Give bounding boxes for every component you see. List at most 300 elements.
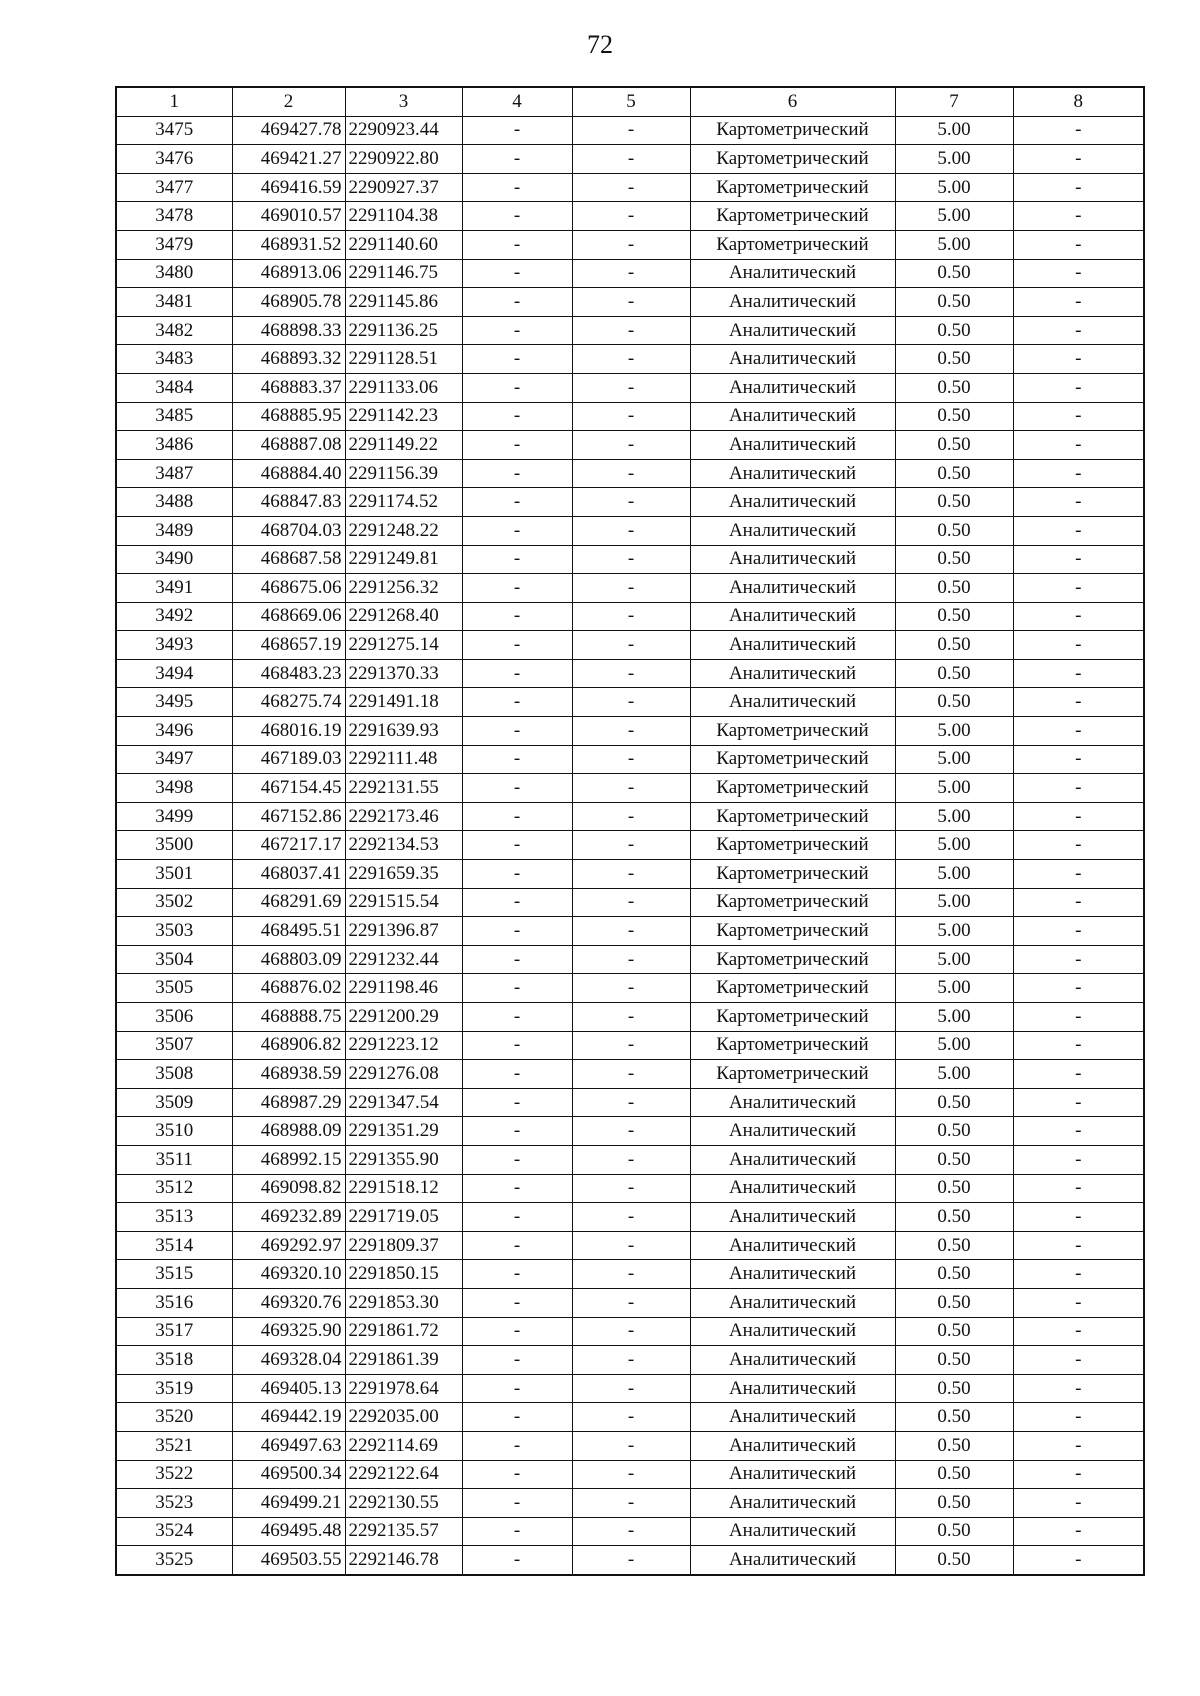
cell-y-coordinate: 2291351.29 bbox=[345, 1117, 462, 1146]
cell-col-8-value: - bbox=[1013, 1260, 1144, 1289]
header-col-6: 6 bbox=[690, 87, 895, 116]
cell-point-number: 3504 bbox=[116, 945, 232, 974]
table-row bbox=[116, 1288, 1144, 1317]
cell-method: Аналитический bbox=[690, 402, 895, 431]
cell-y-coordinate: 2291142.23 bbox=[345, 402, 462, 431]
cell-accuracy: 0.50 bbox=[895, 516, 1013, 545]
table-row bbox=[116, 1260, 1144, 1289]
cell-x-coordinate: 469232.89 bbox=[232, 1203, 345, 1232]
cell-method: Аналитический bbox=[690, 545, 895, 574]
cell-x-coordinate: 469098.82 bbox=[232, 1174, 345, 1203]
cell-accuracy: 0.50 bbox=[895, 574, 1013, 603]
cell-x-coordinate: 467217.17 bbox=[232, 831, 345, 860]
table-row bbox=[116, 659, 1144, 688]
cell-y-coordinate: 2291275.14 bbox=[345, 631, 462, 660]
cell-accuracy: 0.50 bbox=[895, 259, 1013, 288]
cell-col-5-value: - bbox=[572, 431, 690, 460]
cell-point-number: 3495 bbox=[116, 688, 232, 717]
cell-y-coordinate: 2292035.00 bbox=[345, 1403, 462, 1432]
cell-col-5-value: - bbox=[572, 345, 690, 374]
cell-col-4-value: - bbox=[462, 1546, 572, 1575]
table-row bbox=[116, 1403, 1144, 1432]
cell-y-coordinate: 2291861.39 bbox=[345, 1346, 462, 1375]
cell-col-8-value: - bbox=[1013, 1317, 1144, 1346]
cell-y-coordinate: 2291518.12 bbox=[345, 1174, 462, 1203]
cell-col-4-value: - bbox=[462, 1117, 572, 1146]
cell-point-number: 3484 bbox=[116, 373, 232, 402]
cell-x-coordinate: 468704.03 bbox=[232, 516, 345, 545]
cell-y-coordinate: 2291174.52 bbox=[345, 488, 462, 517]
table-row bbox=[116, 1517, 1144, 1546]
cell-y-coordinate: 2291355.90 bbox=[345, 1145, 462, 1174]
cell-x-coordinate: 468275.74 bbox=[232, 688, 345, 717]
cell-accuracy: 5.00 bbox=[895, 974, 1013, 1003]
cell-col-5-value: - bbox=[572, 516, 690, 545]
cell-point-number: 3515 bbox=[116, 1260, 232, 1289]
cell-method: Картометрический bbox=[690, 717, 895, 746]
cell-x-coordinate: 468931.52 bbox=[232, 230, 345, 259]
table-row bbox=[116, 1203, 1144, 1232]
cell-col-8-value: - bbox=[1013, 1060, 1144, 1089]
cell-x-coordinate: 469503.55 bbox=[232, 1546, 345, 1575]
cell-col-5-value: - bbox=[572, 488, 690, 517]
cell-point-number: 3491 bbox=[116, 574, 232, 603]
cell-accuracy: 5.00 bbox=[895, 1003, 1013, 1032]
coordinates-table-container bbox=[115, 86, 1143, 1576]
cell-method: Картометрический bbox=[690, 745, 895, 774]
cell-method: Аналитический bbox=[690, 1403, 895, 1432]
cell-x-coordinate: 468876.02 bbox=[232, 974, 345, 1003]
cell-col-5-value: - bbox=[572, 1145, 690, 1174]
cell-col-5-value: - bbox=[572, 831, 690, 860]
cell-accuracy: 0.50 bbox=[895, 431, 1013, 460]
cell-x-coordinate: 469292.97 bbox=[232, 1231, 345, 1260]
table-row bbox=[116, 373, 1144, 402]
cell-col-4-value: - bbox=[462, 1374, 572, 1403]
cell-accuracy: 0.50 bbox=[895, 631, 1013, 660]
table-row bbox=[116, 1060, 1144, 1089]
cell-col-8-value: - bbox=[1013, 631, 1144, 660]
cell-method: Аналитический bbox=[690, 602, 895, 631]
cell-y-coordinate: 2291276.08 bbox=[345, 1060, 462, 1089]
table-row bbox=[116, 1489, 1144, 1518]
cell-col-4-value: - bbox=[462, 774, 572, 803]
cell-y-coordinate: 2291396.87 bbox=[345, 917, 462, 946]
cell-x-coordinate: 468291.69 bbox=[232, 888, 345, 917]
table-row bbox=[116, 917, 1144, 946]
table-row bbox=[116, 230, 1144, 259]
cell-col-8-value: - bbox=[1013, 1117, 1144, 1146]
cell-col-8-value: - bbox=[1013, 917, 1144, 946]
cell-method: Аналитический bbox=[690, 1288, 895, 1317]
cell-point-number: 3513 bbox=[116, 1203, 232, 1232]
cell-col-5-value: - bbox=[572, 945, 690, 974]
table-row bbox=[116, 602, 1144, 631]
table-row bbox=[116, 802, 1144, 831]
cell-y-coordinate: 2291248.22 bbox=[345, 516, 462, 545]
cell-col-5-value: - bbox=[572, 1546, 690, 1575]
cell-x-coordinate: 468987.29 bbox=[232, 1088, 345, 1117]
cell-col-4-value: - bbox=[462, 230, 572, 259]
page-number: 72 bbox=[587, 30, 613, 59]
cell-accuracy: 5.00 bbox=[895, 116, 1013, 145]
table-row bbox=[116, 974, 1144, 1003]
cell-col-4-value: - bbox=[462, 1288, 572, 1317]
cell-col-5-value: - bbox=[572, 402, 690, 431]
cell-point-number: 3475 bbox=[116, 116, 232, 145]
cell-point-number: 3520 bbox=[116, 1403, 232, 1432]
table-row bbox=[116, 116, 1144, 145]
cell-col-8-value: - bbox=[1013, 945, 1144, 974]
cell-point-number: 3488 bbox=[116, 488, 232, 517]
cell-col-4-value: - bbox=[462, 316, 572, 345]
cell-col-8-value: - bbox=[1013, 145, 1144, 174]
cell-y-coordinate: 2291809.37 bbox=[345, 1231, 462, 1260]
cell-method: Картометрический bbox=[690, 802, 895, 831]
table-row bbox=[116, 1003, 1144, 1032]
cell-col-4-value: - bbox=[462, 1060, 572, 1089]
cell-x-coordinate: 468483.23 bbox=[232, 659, 345, 688]
cell-method: Аналитический bbox=[690, 1546, 895, 1575]
cell-x-coordinate: 469416.59 bbox=[232, 173, 345, 202]
cell-y-coordinate: 2291639.93 bbox=[345, 717, 462, 746]
cell-point-number: 3490 bbox=[116, 545, 232, 574]
cell-y-coordinate: 2290927.37 bbox=[345, 173, 462, 202]
cell-accuracy: 0.50 bbox=[895, 488, 1013, 517]
header-col-2: 2 bbox=[232, 87, 345, 116]
cell-y-coordinate: 2291156.39 bbox=[345, 459, 462, 488]
cell-accuracy: 5.00 bbox=[895, 917, 1013, 946]
cell-x-coordinate: 468016.19 bbox=[232, 717, 345, 746]
header-col-3: 3 bbox=[345, 87, 462, 116]
cell-method: Картометрический bbox=[690, 888, 895, 917]
cell-col-4-value: - bbox=[462, 431, 572, 460]
cell-accuracy: 0.50 bbox=[895, 1203, 1013, 1232]
cell-method: Аналитический bbox=[690, 659, 895, 688]
cell-method: Картометрический bbox=[690, 831, 895, 860]
header-row bbox=[116, 87, 1144, 116]
cell-col-5-value: - bbox=[572, 602, 690, 631]
table-row bbox=[116, 516, 1144, 545]
cell-col-8-value: - bbox=[1013, 888, 1144, 917]
cell-y-coordinate: 2291515.54 bbox=[345, 888, 462, 917]
cell-col-4-value: - bbox=[462, 1031, 572, 1060]
cell-point-number: 3497 bbox=[116, 745, 232, 774]
cell-method: Аналитический bbox=[690, 1317, 895, 1346]
cell-accuracy: 0.50 bbox=[895, 1174, 1013, 1203]
cell-col-4-value: - bbox=[462, 1346, 572, 1375]
cell-col-8-value: - bbox=[1013, 545, 1144, 574]
cell-y-coordinate: 2292111.48 bbox=[345, 745, 462, 774]
cell-point-number: 3477 bbox=[116, 173, 232, 202]
cell-accuracy: 5.00 bbox=[895, 945, 1013, 974]
cell-col-4-value: - bbox=[462, 574, 572, 603]
table-row bbox=[116, 774, 1144, 803]
cell-point-number: 3524 bbox=[116, 1517, 232, 1546]
cell-point-number: 3501 bbox=[116, 860, 232, 889]
table-row bbox=[116, 345, 1144, 374]
cell-col-5-value: - bbox=[572, 688, 690, 717]
cell-point-number: 3492 bbox=[116, 602, 232, 631]
cell-point-number: 3517 bbox=[116, 1317, 232, 1346]
cell-point-number: 3480 bbox=[116, 259, 232, 288]
cell-accuracy: 0.50 bbox=[895, 345, 1013, 374]
cell-col-4-value: - bbox=[462, 288, 572, 317]
cell-method: Аналитический bbox=[690, 574, 895, 603]
cell-y-coordinate: 2292130.55 bbox=[345, 1489, 462, 1518]
cell-col-4-value: - bbox=[462, 1088, 572, 1117]
cell-col-4-value: - bbox=[462, 1003, 572, 1032]
cell-point-number: 3519 bbox=[116, 1374, 232, 1403]
cell-y-coordinate: 2291249.81 bbox=[345, 545, 462, 574]
cell-point-number: 3500 bbox=[116, 831, 232, 860]
table-row bbox=[116, 1460, 1144, 1489]
cell-col-5-value: - bbox=[572, 888, 690, 917]
cell-point-number: 3502 bbox=[116, 888, 232, 917]
cell-point-number: 3512 bbox=[116, 1174, 232, 1203]
cell-col-8-value: - bbox=[1013, 488, 1144, 517]
cell-method: Аналитический bbox=[690, 1174, 895, 1203]
cell-x-coordinate: 468938.59 bbox=[232, 1060, 345, 1089]
cell-y-coordinate: 2291491.18 bbox=[345, 688, 462, 717]
cell-x-coordinate: 468495.51 bbox=[232, 917, 345, 946]
cell-col-8-value: - bbox=[1013, 402, 1144, 431]
cell-col-5-value: - bbox=[572, 774, 690, 803]
cell-col-4-value: - bbox=[462, 1231, 572, 1260]
cell-col-5-value: - bbox=[572, 1517, 690, 1546]
cell-method: Аналитический bbox=[690, 1346, 895, 1375]
cell-col-8-value: - bbox=[1013, 802, 1144, 831]
cell-y-coordinate: 2291133.06 bbox=[345, 373, 462, 402]
cell-x-coordinate: 468657.19 bbox=[232, 631, 345, 660]
cell-method: Аналитический bbox=[690, 516, 895, 545]
table-row bbox=[116, 173, 1144, 202]
cell-accuracy: 5.00 bbox=[895, 230, 1013, 259]
cell-accuracy: 0.50 bbox=[895, 659, 1013, 688]
cell-col-8-value: - bbox=[1013, 1374, 1144, 1403]
cell-point-number: 3485 bbox=[116, 402, 232, 431]
cell-x-coordinate: 469328.04 bbox=[232, 1346, 345, 1375]
cell-col-8-value: - bbox=[1013, 373, 1144, 402]
cell-point-number: 3486 bbox=[116, 431, 232, 460]
cell-point-number: 3496 bbox=[116, 717, 232, 746]
cell-col-8-value: - bbox=[1013, 1174, 1144, 1203]
cell-accuracy: 5.00 bbox=[895, 774, 1013, 803]
cell-accuracy: 0.50 bbox=[895, 1346, 1013, 1375]
cell-point-number: 3516 bbox=[116, 1288, 232, 1317]
cell-x-coordinate: 468888.75 bbox=[232, 1003, 345, 1032]
cell-y-coordinate: 2292146.78 bbox=[345, 1546, 462, 1575]
cell-accuracy: 0.50 bbox=[895, 1317, 1013, 1346]
cell-accuracy: 0.50 bbox=[895, 688, 1013, 717]
cell-accuracy: 0.50 bbox=[895, 1489, 1013, 1518]
cell-col-5-value: - bbox=[572, 1231, 690, 1260]
cell-col-4-value: - bbox=[462, 860, 572, 889]
cell-col-5-value: - bbox=[572, 802, 690, 831]
table-row bbox=[116, 688, 1144, 717]
cell-y-coordinate: 2292131.55 bbox=[345, 774, 462, 803]
cell-method: Аналитический bbox=[690, 1117, 895, 1146]
table-row bbox=[116, 1546, 1144, 1575]
cell-accuracy: 0.50 bbox=[895, 1431, 1013, 1460]
cell-method: Картометрический bbox=[690, 917, 895, 946]
cell-col-5-value: - bbox=[572, 1403, 690, 1432]
cell-col-4-value: - bbox=[462, 259, 572, 288]
cell-col-8-value: - bbox=[1013, 459, 1144, 488]
table-header bbox=[116, 87, 1144, 116]
cell-col-8-value: - bbox=[1013, 1489, 1144, 1518]
cell-point-number: 3511 bbox=[116, 1145, 232, 1174]
cell-y-coordinate: 2291136.25 bbox=[345, 316, 462, 345]
cell-col-5-value: - bbox=[572, 1317, 690, 1346]
cell-col-4-value: - bbox=[462, 945, 572, 974]
cell-accuracy: 5.00 bbox=[895, 1060, 1013, 1089]
cell-method: Картометрический bbox=[690, 202, 895, 231]
cell-col-8-value: - bbox=[1013, 1403, 1144, 1432]
cell-col-8-value: - bbox=[1013, 259, 1144, 288]
cell-col-5-value: - bbox=[572, 316, 690, 345]
cell-point-number: 3523 bbox=[116, 1489, 232, 1518]
cell-col-5-value: - bbox=[572, 202, 690, 231]
cell-y-coordinate: 2291223.12 bbox=[345, 1031, 462, 1060]
cell-x-coordinate: 469405.13 bbox=[232, 1374, 345, 1403]
cell-col-4-value: - bbox=[462, 202, 572, 231]
cell-col-5-value: - bbox=[572, 145, 690, 174]
cell-method: Аналитический bbox=[690, 459, 895, 488]
cell-col-4-value: - bbox=[462, 1517, 572, 1546]
cell-col-8-value: - bbox=[1013, 860, 1144, 889]
table-row bbox=[116, 1088, 1144, 1117]
cell-method: Аналитический bbox=[690, 316, 895, 345]
table-row bbox=[116, 574, 1144, 603]
cell-point-number: 3509 bbox=[116, 1088, 232, 1117]
cell-col-8-value: - bbox=[1013, 1517, 1144, 1546]
cell-col-4-value: - bbox=[462, 1317, 572, 1346]
cell-point-number: 3503 bbox=[116, 917, 232, 946]
table-row bbox=[116, 1231, 1144, 1260]
cell-method: Картометрический bbox=[690, 1003, 895, 1032]
cell-col-4-value: - bbox=[462, 345, 572, 374]
cell-point-number: 3499 bbox=[116, 802, 232, 831]
cell-x-coordinate: 468669.06 bbox=[232, 602, 345, 631]
cell-x-coordinate: 469320.10 bbox=[232, 1260, 345, 1289]
cell-method: Аналитический bbox=[690, 1260, 895, 1289]
cell-col-8-value: - bbox=[1013, 1346, 1144, 1375]
cell-point-number: 3478 bbox=[116, 202, 232, 231]
cell-col-8-value: - bbox=[1013, 345, 1144, 374]
cell-col-8-value: - bbox=[1013, 602, 1144, 631]
cell-y-coordinate: 2291140.60 bbox=[345, 230, 462, 259]
cell-method: Картометрический bbox=[690, 116, 895, 145]
cell-x-coordinate: 468037.41 bbox=[232, 860, 345, 889]
cell-col-5-value: - bbox=[572, 1060, 690, 1089]
cell-col-8-value: - bbox=[1013, 288, 1144, 317]
cell-x-coordinate: 468898.33 bbox=[232, 316, 345, 345]
cell-col-5-value: - bbox=[572, 1288, 690, 1317]
cell-method: Аналитический bbox=[690, 431, 895, 460]
cell-col-4-value: - bbox=[462, 659, 572, 688]
cell-col-4-value: - bbox=[462, 145, 572, 174]
table-row bbox=[116, 1174, 1144, 1203]
table-row bbox=[116, 1317, 1144, 1346]
cell-y-coordinate: 2291268.40 bbox=[345, 602, 462, 631]
cell-col-4-value: - bbox=[462, 1403, 572, 1432]
cell-y-coordinate: 2291659.35 bbox=[345, 860, 462, 889]
cell-method: Аналитический bbox=[690, 1145, 895, 1174]
coordinates-table bbox=[115, 86, 1145, 1576]
cell-col-8-value: - bbox=[1013, 717, 1144, 746]
cell-accuracy: 5.00 bbox=[895, 145, 1013, 174]
cell-accuracy: 0.50 bbox=[895, 1546, 1013, 1575]
cell-x-coordinate: 468905.78 bbox=[232, 288, 345, 317]
cell-y-coordinate: 2290922.80 bbox=[345, 145, 462, 174]
table-row bbox=[116, 1431, 1144, 1460]
cell-y-coordinate: 2291232.44 bbox=[345, 945, 462, 974]
cell-col-8-value: - bbox=[1013, 1203, 1144, 1232]
cell-y-coordinate: 2291128.51 bbox=[345, 345, 462, 374]
table-row bbox=[116, 860, 1144, 889]
cell-col-4-value: - bbox=[462, 1203, 572, 1232]
cell-col-4-value: - bbox=[462, 917, 572, 946]
cell-col-8-value: - bbox=[1013, 1031, 1144, 1060]
cell-x-coordinate: 468988.09 bbox=[232, 1117, 345, 1146]
cell-point-number: 3494 bbox=[116, 659, 232, 688]
table-row bbox=[116, 402, 1144, 431]
cell-x-coordinate: 469010.57 bbox=[232, 202, 345, 231]
cell-x-coordinate: 467189.03 bbox=[232, 745, 345, 774]
cell-point-number: 3483 bbox=[116, 345, 232, 374]
table-row bbox=[116, 1346, 1144, 1375]
cell-accuracy: 0.50 bbox=[895, 1088, 1013, 1117]
cell-point-number: 3510 bbox=[116, 1117, 232, 1146]
cell-x-coordinate: 468803.09 bbox=[232, 945, 345, 974]
cell-col-5-value: - bbox=[572, 745, 690, 774]
cell-accuracy: 0.50 bbox=[895, 402, 1013, 431]
cell-accuracy: 0.50 bbox=[895, 1117, 1013, 1146]
cell-col-5-value: - bbox=[572, 230, 690, 259]
cell-method: Аналитический bbox=[690, 1231, 895, 1260]
cell-method: Картометрический bbox=[690, 974, 895, 1003]
cell-col-4-value: - bbox=[462, 459, 572, 488]
cell-col-4-value: - bbox=[462, 516, 572, 545]
cell-col-4-value: - bbox=[462, 831, 572, 860]
cell-accuracy: 0.50 bbox=[895, 1145, 1013, 1174]
cell-method: Аналитический bbox=[690, 1203, 895, 1232]
cell-col-4-value: - bbox=[462, 1431, 572, 1460]
cell-method: Аналитический bbox=[690, 1489, 895, 1518]
cell-col-8-value: - bbox=[1013, 116, 1144, 145]
header-col-7: 7 bbox=[895, 87, 1013, 116]
cell-y-coordinate: 2292135.57 bbox=[345, 1517, 462, 1546]
cell-col-5-value: - bbox=[572, 288, 690, 317]
cell-x-coordinate: 468885.95 bbox=[232, 402, 345, 431]
cell-col-5-value: - bbox=[572, 259, 690, 288]
header-col-1: 1 bbox=[116, 87, 232, 116]
cell-method: Аналитический bbox=[690, 373, 895, 402]
cell-point-number: 3482 bbox=[116, 316, 232, 345]
cell-y-coordinate: 2292173.46 bbox=[345, 802, 462, 831]
cell-col-5-value: - bbox=[572, 1374, 690, 1403]
cell-accuracy: 0.50 bbox=[895, 1374, 1013, 1403]
cell-point-number: 3493 bbox=[116, 631, 232, 660]
table-row bbox=[116, 459, 1144, 488]
cell-method: Картометрический bbox=[690, 1060, 895, 1089]
cell-col-5-value: - bbox=[572, 373, 690, 402]
cell-accuracy: 0.50 bbox=[895, 316, 1013, 345]
cell-accuracy: 0.50 bbox=[895, 1517, 1013, 1546]
cell-col-8-value: - bbox=[1013, 974, 1144, 1003]
cell-col-4-value: - bbox=[462, 688, 572, 717]
